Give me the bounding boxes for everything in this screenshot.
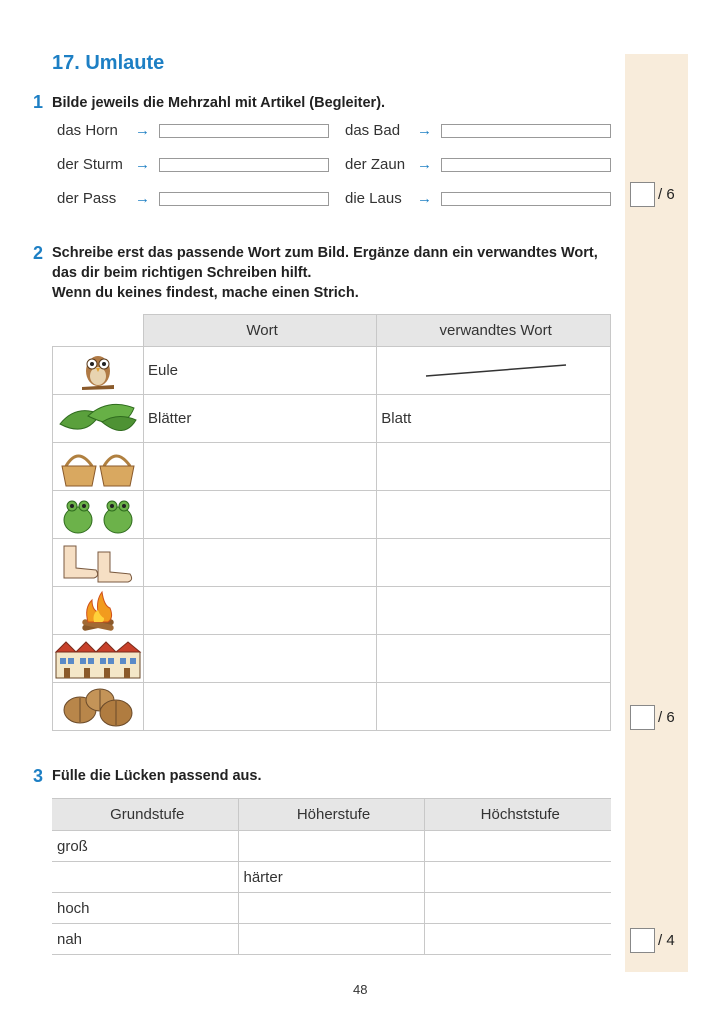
- frogs-picture: [53, 491, 144, 539]
- table-row: [53, 683, 611, 731]
- answer-field[interactable]: [159, 158, 329, 172]
- table-cell[interactable]: hoch: [52, 893, 238, 924]
- instruction-line: Schreibe erst das passende Wort zum Bild. Ergänze dann ein verwandtes Wort,: [52, 245, 598, 261]
- related-word-cell[interactable]: [377, 587, 611, 635]
- page-number: 48: [353, 982, 368, 997]
- task-2-number: 2: [33, 243, 44, 263]
- related-word-cell[interactable]: [377, 635, 611, 683]
- houses-picture: [53, 635, 144, 683]
- word-cell[interactable]: [143, 587, 376, 635]
- page-title: 17. Umlaute: [52, 52, 165, 74]
- word-cell[interactable]: [143, 443, 376, 491]
- word-picture-table: [52, 314, 611, 731]
- table-cell[interactable]: [238, 893, 424, 924]
- word-cell[interactable]: [143, 683, 376, 731]
- task-1-word: der Pass: [57, 190, 117, 207]
- task-1-instruction: Bilde jeweils die Mehrzahl mit Artikel (Begleiter).: [52, 95, 386, 111]
- answer-field[interactable]: [159, 192, 329, 206]
- table-row: [52, 893, 611, 924]
- arrow-right-icon: →: [135, 156, 150, 173]
- table-cell[interactable]: härter: [238, 862, 424, 893]
- word-cell[interactable]: [143, 635, 376, 683]
- answer-field[interactable]: [441, 192, 611, 206]
- dash-stroke: [426, 365, 566, 376]
- table-cell[interactable]: [52, 862, 238, 893]
- instruction-line: Wenn du keines findest, mache einen Strich.: [52, 285, 359, 301]
- column-header-hoechststufe: Höchststufe: [424, 799, 611, 831]
- campfire-picture: [53, 587, 144, 635]
- arrow-right-icon: →: [417, 190, 432, 207]
- column-header-related-word: verwandtes Wort: [377, 315, 611, 347]
- score-box[interactable]: [630, 705, 655, 730]
- table-row: [53, 491, 611, 539]
- table-row: [52, 862, 611, 893]
- arrow-right-icon: →: [135, 122, 150, 139]
- instruction-line: das dir beim richtigen Schreiben hilft.: [52, 265, 312, 281]
- related-word-cell[interactable]: [377, 539, 611, 587]
- task-1-word: das Bad: [345, 122, 401, 139]
- table-cell[interactable]: [238, 831, 424, 862]
- task-1-word: der Sturm: [57, 156, 123, 173]
- answer-field[interactable]: [159, 124, 329, 138]
- related-word-cell[interactable]: [377, 347, 611, 395]
- table-row: [53, 587, 611, 635]
- leaves-picture: [53, 395, 144, 443]
- table-cell[interactable]: [424, 924, 611, 955]
- task-3-instruction: Fülle die Lücken passend aus.: [52, 768, 262, 784]
- comparison-table: [52, 798, 611, 955]
- task-2-instruction: [52, 243, 598, 303]
- related-word-cell[interactable]: [377, 491, 611, 539]
- table-cell[interactable]: [424, 862, 611, 893]
- score-label: / 4: [658, 932, 675, 949]
- column-header-word: Wort: [143, 315, 376, 347]
- empty-header-cell: [53, 315, 144, 347]
- word-cell[interactable]: Eule: [143, 347, 376, 395]
- answer-field[interactable]: [441, 124, 611, 138]
- answer-field[interactable]: [441, 158, 611, 172]
- table-row: [53, 539, 611, 587]
- arrow-right-icon: →: [417, 122, 432, 139]
- related-word-cell[interactable]: [377, 683, 611, 731]
- score-box[interactable]: [630, 182, 655, 207]
- table-row: [53, 347, 611, 395]
- table-row: [53, 395, 611, 443]
- score-box[interactable]: [630, 928, 655, 953]
- table-cell[interactable]: [238, 924, 424, 955]
- task-1-number: 1: [33, 92, 44, 112]
- walnuts-picture: [53, 683, 144, 731]
- task-3-number: 3: [33, 766, 44, 786]
- table-row: [52, 831, 611, 862]
- column-header-grundstufe: Grundstufe: [52, 799, 238, 831]
- word-cell[interactable]: [143, 539, 376, 587]
- score-label: / 6: [658, 709, 675, 726]
- table-row: [53, 635, 611, 683]
- task-1-word: die Laus: [345, 190, 402, 207]
- table-cell[interactable]: nah: [52, 924, 238, 955]
- related-word-cell[interactable]: [377, 443, 611, 491]
- arrow-right-icon: →: [417, 156, 432, 173]
- related-word-cell[interactable]: Blatt: [377, 395, 611, 443]
- score-label: / 6: [658, 186, 675, 203]
- word-cell[interactable]: Blätter: [143, 395, 376, 443]
- table-row: [53, 443, 611, 491]
- column-header-hoeherstufe: Höherstufe: [238, 799, 424, 831]
- word-cell[interactable]: [143, 491, 376, 539]
- feet-picture: [53, 539, 144, 587]
- baskets-picture: [53, 443, 144, 491]
- table-cell[interactable]: [424, 893, 611, 924]
- owl-picture: [53, 347, 144, 395]
- task-1-word: das Horn: [57, 122, 118, 139]
- table-cell[interactable]: [424, 831, 611, 862]
- table-cell[interactable]: groß: [52, 831, 238, 862]
- arrow-right-icon: →: [135, 190, 150, 207]
- table-row: [52, 924, 611, 955]
- task-1-word: der Zaun: [345, 156, 406, 173]
